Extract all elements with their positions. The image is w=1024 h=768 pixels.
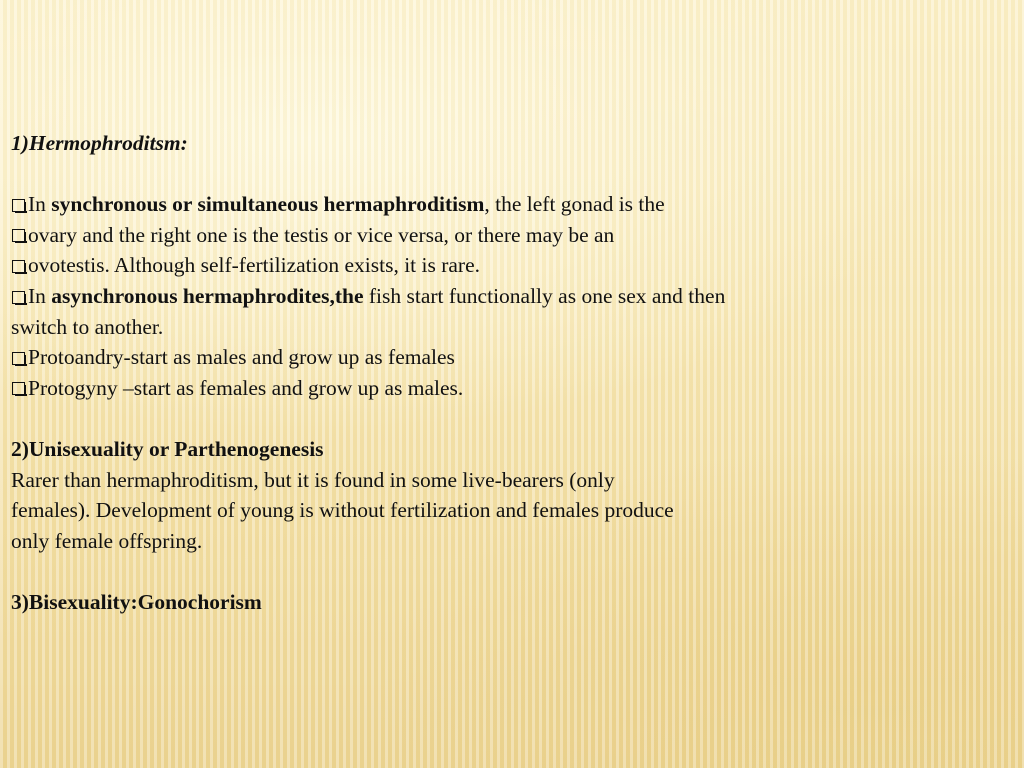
checkbox-bullet-icon [12,352,25,365]
bullet-item-protoandry [11,342,1001,373]
bullet-continuation: switch to another. [11,314,164,339]
bullet-text: ovary and the right one is the testis or vice versa, or there may be an [28,222,615,247]
section-2-heading: 2)Unisexuality or Parthenogenesis [11,436,324,461]
spacer [11,556,1001,587]
checkbox-bullet-icon [12,229,25,242]
paragraph-line: Rarer than hermaphroditism, but it is found in some live-bearers (only [11,467,615,492]
bullet-text-post: fish start functionally as one sex and then [363,283,726,308]
slide-content [11,128,1001,618]
spacer [11,403,1001,434]
section-1-heading: 1)Hermophroditsm: [11,131,188,155]
bullet-text-post: , the left gonad is the [484,192,665,217]
checkbox-bullet-icon [12,291,25,304]
section-3-heading: 3)Bisexuality:Gonochorism [11,589,262,614]
checkbox-bullet-icon [12,260,25,273]
bullet-text-bold: asynchronous hermaphrodites,the [51,283,364,308]
bullet-item-ovotestis [11,250,1001,281]
bullet-text: ovotestis. Although self-fertilization exists, it is rare. [28,253,481,278]
checkbox-bullet-icon [12,199,25,212]
bullet-item-ovary [11,220,1001,251]
paragraph-line: only female offspring. [11,528,203,553]
checkbox-bullet-icon [12,382,25,395]
spacer [11,159,1001,190]
bullet-text: Protogyny –start as females and grow up as males. [28,375,464,400]
bullet-item-asynchronous [11,281,1001,312]
bullet-text: Protoandry-start as males and grow up as females [28,345,455,370]
bullet-text-pre: In [28,192,52,217]
bullet-text-bold: synchronous or simultaneous hermaphroditism [51,192,485,217]
bullet-item-synchronous [11,189,1001,220]
bullet-item-protogyny [11,373,1001,404]
bullet-text-pre: In [28,283,52,308]
paragraph-line: females). Development of young is without fertilization and females produce [11,498,674,523]
